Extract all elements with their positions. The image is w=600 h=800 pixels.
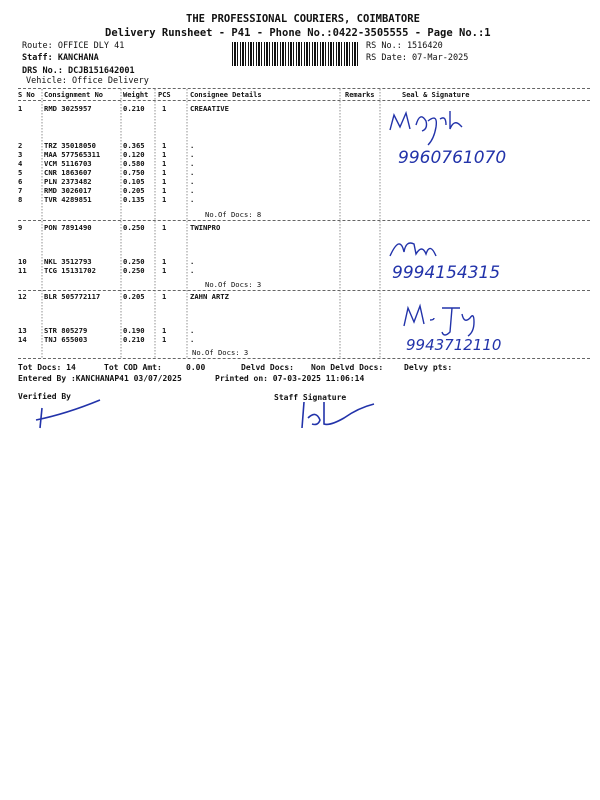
handwritten-signature-1 bbox=[380, 105, 560, 175]
drs-number: DRS No.: DCJB151642001 bbox=[22, 66, 135, 76]
cell-consignee: . bbox=[190, 257, 195, 266]
cell-consignment: MAA 577565311 bbox=[44, 150, 101, 159]
tot-cod-label: Tot COD Amt: bbox=[104, 363, 162, 372]
vehicle: Vehicle: Office Delivery bbox=[26, 76, 149, 86]
col-seal-signature: Seal & Signature bbox=[402, 91, 470, 99]
route: Route: OFFICE DLY 41 bbox=[22, 41, 125, 51]
cell-weight: 0.190 bbox=[123, 326, 145, 335]
handwritten-phone-3: 9943712110 bbox=[406, 336, 502, 354]
cell-pcs: 1 bbox=[162, 292, 167, 301]
cell-consignee: . bbox=[190, 141, 195, 150]
cell-weight: 0.210 bbox=[123, 104, 145, 113]
cell-pcs: 1 bbox=[162, 168, 167, 177]
cell-sno: 5 bbox=[18, 168, 23, 177]
cell-consignment: RMD 3025957 bbox=[44, 104, 92, 113]
cell-consignee: CREAATIVE bbox=[190, 104, 229, 113]
cell-pcs: 1 bbox=[162, 335, 167, 344]
cell-consignment: TCG 15131702 bbox=[44, 266, 96, 275]
col-pcs: PCS bbox=[158, 91, 171, 99]
cell-consignment: NKL 3512793 bbox=[44, 257, 92, 266]
group-total: No.Of Docs: 8 bbox=[205, 210, 262, 219]
group-rule bbox=[18, 358, 590, 359]
cell-consignee: . bbox=[190, 335, 195, 344]
verifier-signature-mark bbox=[30, 398, 110, 434]
cell-consignee: . bbox=[190, 168, 195, 177]
col-remarks: Remarks bbox=[345, 91, 375, 99]
cell-sno: 9 bbox=[18, 223, 23, 232]
cell-weight: 0.105 bbox=[123, 177, 145, 186]
group-total: No.Of Docs: 3 bbox=[205, 280, 262, 289]
cell-pcs: 1 bbox=[162, 266, 167, 275]
cell-sno: 6 bbox=[18, 177, 23, 186]
runsheet-subtitle: Delivery Runsheet - P41 - Phone No.:0422-3505555 - Page No.:1 bbox=[105, 27, 491, 39]
cell-pcs: 1 bbox=[162, 150, 167, 159]
cell-pcs: 1 bbox=[162, 177, 167, 186]
cell-pcs: 1 bbox=[162, 186, 167, 195]
cell-pcs: 1 bbox=[162, 326, 167, 335]
cell-consignee: . bbox=[190, 195, 195, 204]
cell-sno: 7 bbox=[18, 186, 23, 195]
cell-consignment: BLR 505772117 bbox=[44, 292, 101, 301]
col-consignment: Consignment No bbox=[44, 91, 104, 99]
cell-pcs: 1 bbox=[162, 141, 167, 150]
handwritten-phone-2: 9994154315 bbox=[392, 263, 501, 283]
cell-weight: 0.135 bbox=[123, 195, 145, 204]
cell-consignee: . bbox=[190, 266, 195, 275]
cell-consignee: . bbox=[190, 150, 195, 159]
group-rule bbox=[18, 290, 590, 291]
printed-on: Printed on: 07-03-2025 11:06:14 bbox=[215, 374, 365, 383]
cell-sno: 2 bbox=[18, 141, 23, 150]
non-delvd-docs: Non Delvd Docs: bbox=[311, 363, 384, 372]
cell-consignment: STR 805279 bbox=[44, 326, 88, 335]
company-title: THE PROFESSIONAL COURIERS, COIMBATORE bbox=[186, 13, 420, 25]
cell-sno: 1 bbox=[18, 104, 23, 113]
cell-weight: 0.250 bbox=[123, 266, 145, 275]
cell-consignment: TVR 4289851 bbox=[44, 195, 92, 204]
cell-sno: 14 bbox=[18, 335, 27, 344]
cell-weight: 0.205 bbox=[123, 186, 145, 195]
cell-pcs: 1 bbox=[162, 104, 167, 113]
cell-consignee: . bbox=[190, 177, 195, 186]
tot-cod-value: 0.00 bbox=[186, 363, 206, 372]
cell-weight: 0.580 bbox=[123, 159, 145, 168]
cell-pcs: 1 bbox=[162, 257, 167, 266]
rs-number: RS No.: 1516420 bbox=[366, 41, 443, 51]
cell-consignment: TNJ 655003 bbox=[44, 335, 88, 344]
cell-weight: 0.250 bbox=[123, 223, 145, 232]
entered-by: Entered By :KANCHANAP41 03/07/2025 bbox=[18, 374, 182, 383]
rs-date: RS Date: 07-Mar-2025 bbox=[366, 53, 469, 63]
cell-consignee: . bbox=[190, 326, 195, 335]
cell-consignment: CNR 1863607 bbox=[44, 168, 92, 177]
col-sno: S No bbox=[18, 91, 35, 99]
cell-consignment: RMD 3026017 bbox=[44, 186, 92, 195]
group-total: No.Of Docs: 3 bbox=[192, 348, 249, 357]
cell-sno: 3 bbox=[18, 150, 23, 159]
cell-sno: 11 bbox=[18, 266, 27, 275]
staff-signature-label: Staff Signature bbox=[274, 393, 347, 402]
cell-consignment: PON 7891490 bbox=[44, 223, 92, 232]
tot-docs: Tot Docs: 14 bbox=[18, 363, 76, 372]
delvy-pts: Delvy pts: bbox=[404, 363, 453, 372]
cell-consignee: . bbox=[190, 159, 195, 168]
cell-consignee: TWINPRO bbox=[190, 223, 221, 232]
cell-consignee: ZAHN ARTZ bbox=[190, 292, 229, 301]
cell-weight: 0.750 bbox=[123, 168, 145, 177]
verified-by-label: Verified By bbox=[18, 392, 71, 401]
cell-weight: 0.365 bbox=[123, 141, 145, 150]
cell-consignment: VCM 5116703 bbox=[44, 159, 92, 168]
cell-pcs: 1 bbox=[162, 223, 167, 232]
cell-weight: 0.205 bbox=[123, 292, 145, 301]
handwritten-phone-1: 9960761070 bbox=[398, 148, 507, 168]
cell-pcs: 1 bbox=[162, 195, 167, 204]
cell-sno: 8 bbox=[18, 195, 23, 204]
staff: Staff: KANCHANA bbox=[22, 53, 99, 63]
handwritten-signature-2 bbox=[380, 230, 570, 290]
col-consignee: Consignee Details bbox=[190, 91, 262, 99]
cell-weight: 0.210 bbox=[123, 335, 145, 344]
cell-sno: 10 bbox=[18, 257, 27, 266]
cell-sno: 13 bbox=[18, 326, 27, 335]
group-rule bbox=[18, 220, 590, 221]
handwritten-signature-3 bbox=[398, 298, 558, 358]
cell-consignee: . bbox=[190, 186, 195, 195]
cell-sno: 4 bbox=[18, 159, 23, 168]
cell-weight: 0.250 bbox=[123, 257, 145, 266]
cell-weight: 0.120 bbox=[123, 150, 145, 159]
staff-signature-mark bbox=[296, 398, 386, 438]
delvd-docs: Delvd Docs: bbox=[241, 363, 294, 372]
cell-pcs: 1 bbox=[162, 159, 167, 168]
cell-consignment: PLN 2373482 bbox=[44, 177, 92, 186]
cell-consignment: TRZ 35018050 bbox=[44, 141, 96, 150]
col-weight: Weight bbox=[123, 91, 149, 99]
cell-sno: 12 bbox=[18, 292, 27, 301]
